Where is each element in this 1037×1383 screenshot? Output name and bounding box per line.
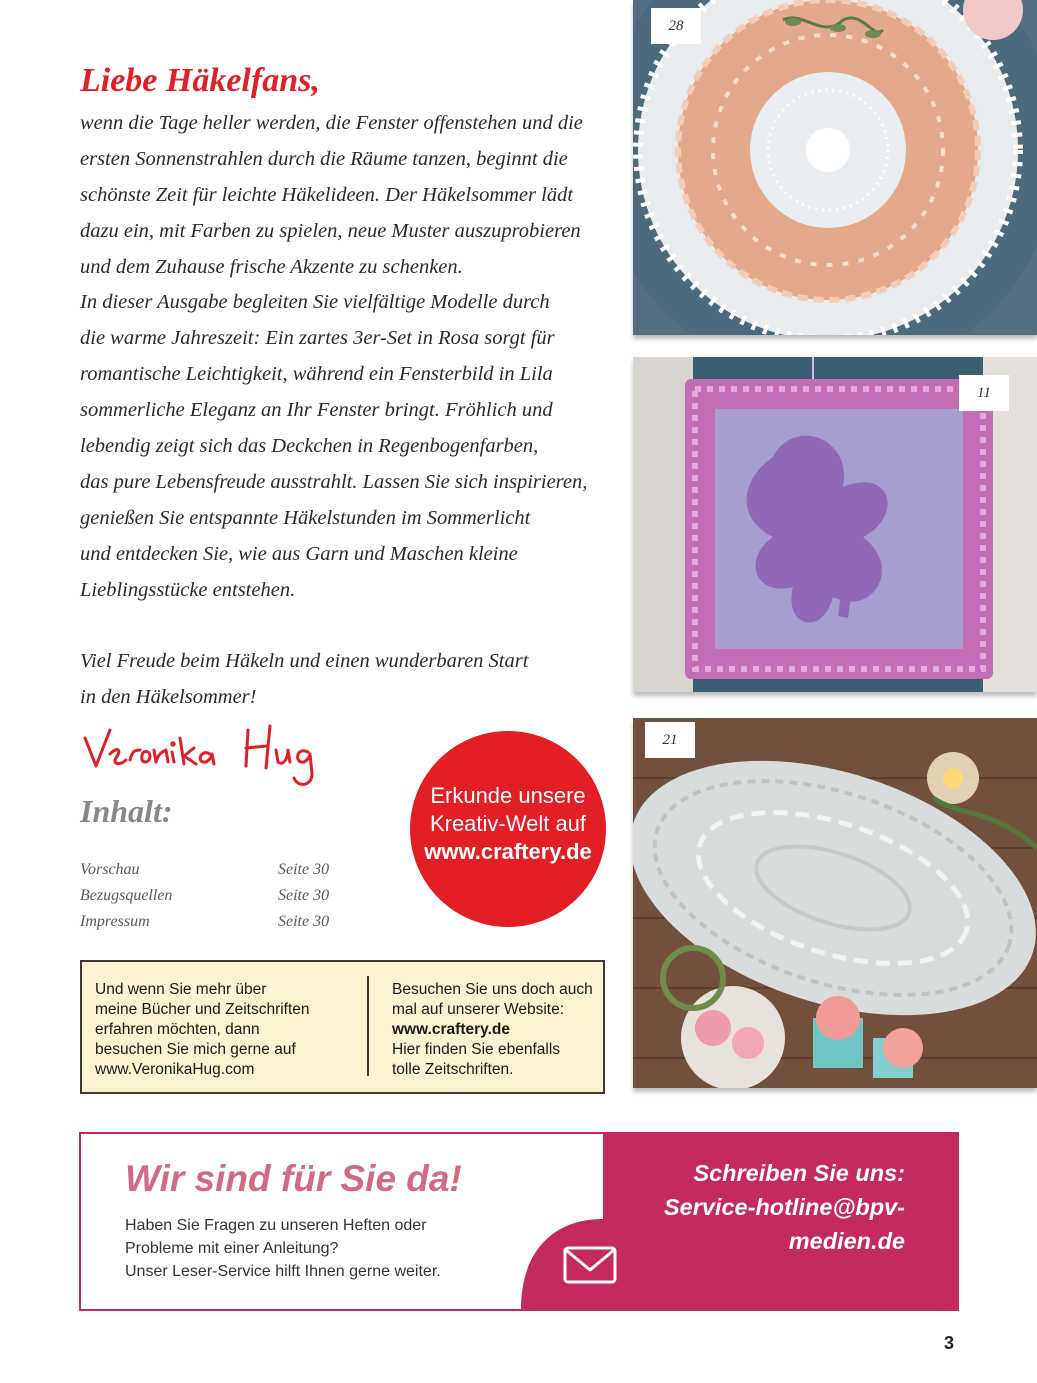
toc-label: Bezugsquellen	[80, 887, 173, 904]
service-text-line: Probleme mit einer Anleitung?	[125, 1240, 339, 1257]
service-text-line: Haben Sie Fragen zu unseren Heften oder	[125, 1217, 427, 1234]
toc-row	[80, 887, 330, 913]
page-tag: 11	[959, 375, 1009, 411]
intro-line: schönste Zeit für leichte Häkelideen. Der Häkelsommer lädt	[80, 183, 574, 206]
contact-email[interactable]: medien.de	[788, 1228, 905, 1254]
info-line: Besuchen Sie uns doch auch	[392, 981, 593, 998]
info-line: Und wenn Sie mehr über	[95, 981, 267, 998]
closing-line: in den Häkelsommer!	[80, 686, 257, 709]
info-line: besuchen Sie mich gerne auf	[95, 1041, 296, 1058]
photo-window-picture[interactable]	[633, 357, 1037, 692]
envelope-icon[interactable]	[562, 1244, 618, 1288]
info-line: Hier finden Sie ebenfalls	[392, 1041, 561, 1058]
toc-label: Vorschau	[80, 861, 140, 878]
service-text-line: Unser Leser-Service hilft Ihnen gerne weiter.	[125, 1263, 441, 1280]
intro-line: romantische Leichtigkeit, während ein Fensterbild in Lila	[80, 363, 553, 386]
intro-line: Lieblingsstücke entstehen.	[80, 578, 296, 601]
toc-page: Seite 30	[278, 887, 330, 904]
paragraph-gap	[80, 608, 620, 644]
intro-line: lebendig zeigt sich das Deckchen in Regenbogenfarben,	[80, 435, 539, 458]
service-text	[125, 1214, 441, 1283]
photo-round-doily[interactable]	[633, 0, 1037, 335]
service-contact[interactable]	[664, 1156, 905, 1258]
page-tag: 28	[651, 8, 701, 44]
info-line: meine Bücher und Zeitschriften	[95, 1001, 310, 1018]
info-link[interactable]: www.craftery.de	[392, 1021, 511, 1038]
info-line: mal auf unserer Website:	[392, 1001, 565, 1018]
promo-link[interactable]: www.craftery.de	[424, 839, 592, 864]
service-box	[79, 1132, 959, 1311]
doily-illustration	[633, 0, 1037, 335]
intro-text	[80, 106, 620, 716]
promo-line: Erkunde unsere	[430, 783, 586, 808]
page-number: 3	[944, 1333, 955, 1353]
info-box	[80, 960, 605, 1094]
contact-email[interactable]: Service-hotline@bpv-	[664, 1194, 905, 1220]
info-left-column	[95, 980, 310, 1080]
promo-circle[interactable]	[410, 731, 606, 927]
info-line: erfahren möchten, dann	[95, 1021, 260, 1038]
closing-line: Viel Freude beim Häkeln und einen wunderbaren Start	[80, 650, 529, 673]
intro-line: ersten Sonnenstrahlen durch die Räume tanzen, beginnt die	[80, 147, 568, 170]
intro-line: das pure Lebensfreude ausstrahlt. Lassen Sie sich inspirieren,	[80, 470, 588, 493]
intro-line: sommerliche Eleganz an Ihr Fenster bringt. Fröhlich und	[80, 399, 553, 422]
intro-line: In dieser Ausgabe begleiten Sie vielfältige Modelle durch	[80, 291, 550, 314]
toc-page: Seite 30	[278, 861, 330, 878]
signature-image	[80, 716, 330, 791]
toc-row	[80, 913, 330, 939]
contents-heading: Inhalt:	[80, 793, 173, 829]
intro-line: wenn die Tage heller werden, die Fenster offenstehen und die	[80, 112, 583, 134]
intro-line: und entdecken Sie, wie aus Garn und Maschen kleine	[80, 542, 518, 565]
intro-line: genießen Sie entspannte Häkelstunden im Sommerlicht	[80, 506, 531, 529]
contact-line: Schreiben Sie uns:	[693, 1160, 905, 1186]
table-runner-illustration	[633, 718, 1037, 1088]
intro-line: die warme Jahreszeit: Ein zartes 3er-Set in Rosa sorgt für	[80, 327, 555, 350]
photo-table-runner[interactable]	[633, 718, 1037, 1088]
info-link[interactable]: www.VeronikaHug.com	[95, 1061, 255, 1078]
promo-line: Kreativ-Welt auf	[429, 811, 587, 836]
toc-row	[80, 861, 330, 887]
greeting-heading: Liebe Häkelfans,	[80, 62, 320, 99]
page-tag: 21	[645, 722, 695, 758]
info-line: tolle Zeitschriften.	[392, 1061, 514, 1078]
toc-label: Impressum	[80, 913, 150, 930]
info-divider	[367, 976, 369, 1076]
service-heading: Wir sind für Sie da!	[125, 1158, 462, 1199]
intro-line: dazu ein, mit Farben zu spielen, neue Muster auszuprobieren	[80, 219, 581, 242]
toc-page: Seite 30	[278, 913, 330, 930]
intro-line: und dem Zuhause frische Akzente zu schenken.	[80, 255, 463, 278]
info-right-column	[392, 980, 593, 1080]
